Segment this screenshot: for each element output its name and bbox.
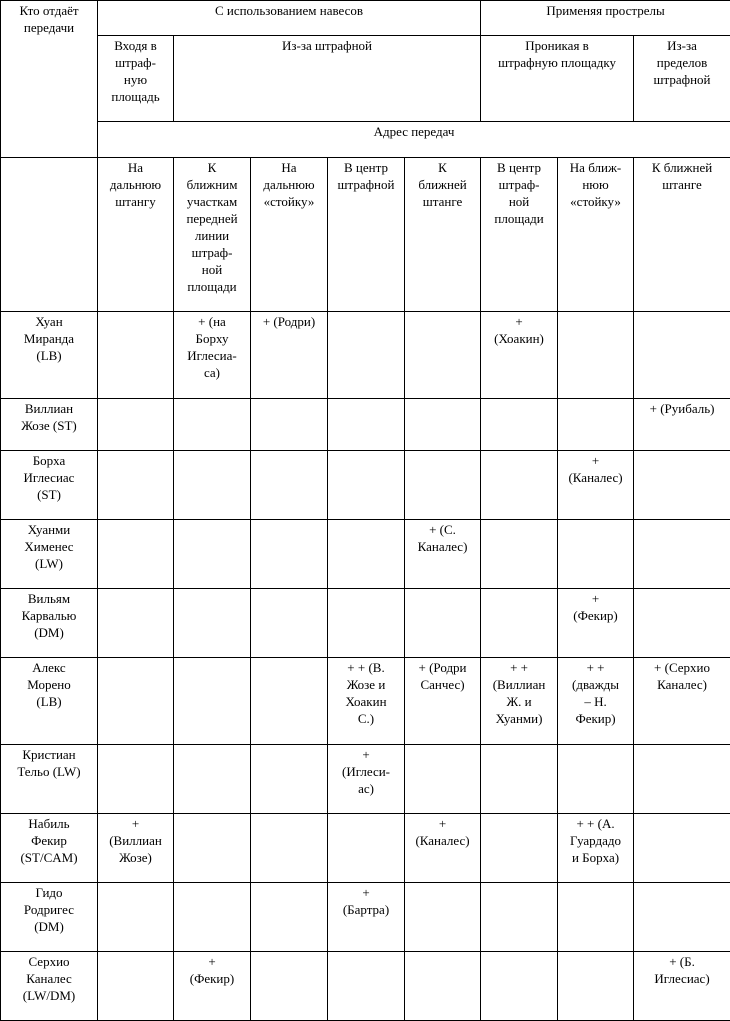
pass-cell [98,451,174,520]
pass-cell [558,312,634,399]
header-spacer [1,158,98,312]
pass-cell [174,745,251,814]
pass-cell [98,745,174,814]
pass-cell [174,520,251,589]
pass-cell [634,451,730,520]
pass-cell: + + (В. Жозе и Хоакин С.) [328,658,405,745]
pass-cell [405,451,481,520]
pass-cell [328,520,405,589]
cutbacks-header: Применяя прострелы [481,1,730,36]
pass-cell [634,883,730,952]
pass-cell [98,312,174,399]
pass-cell [98,520,174,589]
table-row [1,814,730,883]
address-header: Адрес передач [98,122,730,158]
pass-cell [405,589,481,658]
target-header: К ближним участкам передней линии штраф- ной площади [174,158,251,312]
pass-cell [481,520,558,589]
pass-cell [251,399,328,451]
table-row [1,883,730,952]
pass-cell: + (Фекир) [174,952,251,1021]
pass-cell [328,399,405,451]
pass-cell [481,745,558,814]
target-header: В центр штраф- ной площади [481,158,558,312]
player-name-cell: Вильям Карвалью (DM) [1,589,98,658]
pass-cell [251,658,328,745]
pass-cell [98,952,174,1021]
pass-cell [251,520,328,589]
pass-cell [251,814,328,883]
player-name-cell: Кристиан Тельо (LW) [1,745,98,814]
pass-cell [405,312,481,399]
table-row [1,745,730,814]
player-name-cell: Серхио Каналес (LW/DM) [1,952,98,1021]
pass-cell: + (Каналес) [405,814,481,883]
pass-cell [328,589,405,658]
pass-cell [558,883,634,952]
pass-cell: + (Серхио Каналес) [634,658,730,745]
pass-cell [251,883,328,952]
pass-cell [405,952,481,1021]
pass-cell [251,589,328,658]
target-header: В центр штрафной [328,158,405,312]
player-name-cell: Хуанми Хименес (LW) [1,520,98,589]
table-row [1,658,730,745]
pass-cell [405,745,481,814]
pass-cell [328,952,405,1021]
player-name-cell: Виллиан Жозе (ST) [1,399,98,451]
pass-cell: + (Каналес) [558,451,634,520]
pass-cell: + + (Виллиан Ж. и Хуанми) [481,658,558,745]
pass-cell: + (Б. Иглесиас) [634,952,730,1021]
pass-cell: + (Руибаль) [634,399,730,451]
crosses-header: С использованием навесов [98,1,481,36]
target-header: На дальнюю штангу [98,158,174,312]
passer-header: Кто отдаёт передачи [1,1,98,158]
penetrate-header: Проникая в штрафную площадку [481,36,634,122]
pass-cell [98,589,174,658]
pass-cell [634,312,730,399]
pass-cell: + (Родри) [251,312,328,399]
table-row [1,451,730,520]
pass-cell [558,745,634,814]
pass-cell [634,745,730,814]
player-name-cell: Гидо Родригес (DM) [1,883,98,952]
pass-cell [405,883,481,952]
pass-cell [174,658,251,745]
pass-cell: + + (А. Гуардадо и Борха) [558,814,634,883]
pass-cell [328,451,405,520]
target-header: К ближней штанге [634,158,730,312]
pass-cell [98,399,174,451]
pass-cell: + (Виллиан Жозе) [98,814,174,883]
pass-cell [558,952,634,1021]
pass-cell [98,883,174,952]
pass-cell [328,312,405,399]
table-row [1,312,730,399]
pass-cell: + (Хоакин) [481,312,558,399]
target-header: К ближней штанге [405,158,481,312]
pass-cell: + (Фекир) [558,589,634,658]
pass-cell [174,399,251,451]
pass-cell [174,451,251,520]
pass-cell [634,520,730,589]
table-row [1,520,730,589]
player-name-cell: Борха Иглесиас (ST) [1,451,98,520]
pass-cell [481,399,558,451]
pass-cell [634,589,730,658]
table-row [1,589,730,658]
pass-cell [98,658,174,745]
pass-cell [405,399,481,451]
pass-cell [251,745,328,814]
pass-cell [481,451,558,520]
pass-cell: + + (дважды – Н. Фекир) [558,658,634,745]
pass-cell: + (Иглеси- ас) [328,745,405,814]
pass-cell [481,814,558,883]
pass-cell: + (С. Каналес) [405,520,481,589]
into-box-header: Входя в штраф- ную площадь [98,36,174,122]
outside-box-header: Из-за пределов штрафной [634,36,730,122]
player-name-cell: Алекс Морено (LB) [1,658,98,745]
pass-cell: + (Бартра) [328,883,405,952]
pass-cell: + (Родри Санчес) [405,658,481,745]
target-header: На дальнюю «стойку» [251,158,328,312]
pass-cell [481,589,558,658]
pass-cell [481,883,558,952]
player-rows [1,312,730,1021]
from-box-header: Из-за штрафной [174,36,481,122]
pass-cell [481,952,558,1021]
pass-cell [558,399,634,451]
pass-cell [174,589,251,658]
table-row [1,952,730,1021]
pass-cell [251,451,328,520]
pass-cell: + (на Борху Иглесиа- са) [174,312,251,399]
table-row [1,399,730,451]
pass-cell [328,814,405,883]
pass-cell [174,814,251,883]
player-name-cell: Набиль Фекир (ST/CAM) [1,814,98,883]
pass-cell [174,883,251,952]
pass-cell [558,520,634,589]
player-name-cell: Хуан Миранда (LB) [1,312,98,399]
pass-cell [634,814,730,883]
pass-cell [251,952,328,1021]
target-header: На ближ- нюю «стойку» [558,158,634,312]
